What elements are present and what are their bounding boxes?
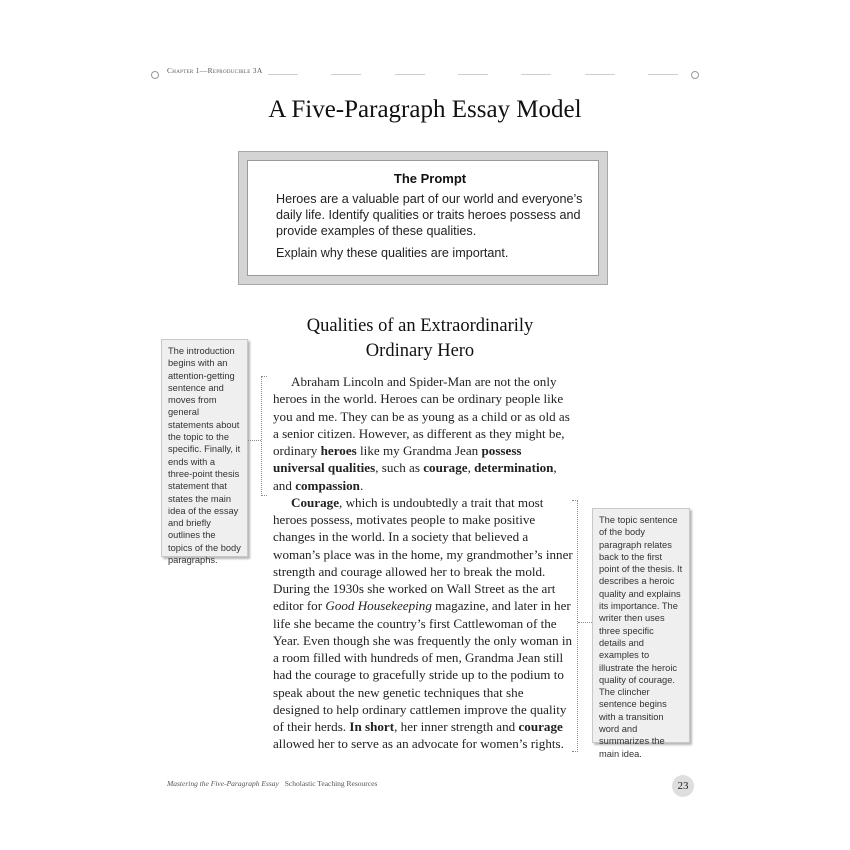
page-number: 23: [672, 775, 694, 797]
introduction-annotation: The introduction begins with an attention-getting sentence and moves from general statements about the topic to the specific. Finally, it ends with a three-point thesis statement that states the main idea of the essay and briefly outlines the topics of the body paragraphs.: [161, 339, 248, 557]
binder-hole-left: [151, 71, 159, 79]
prompt-instruction: Explain why these qualities are important.: [276, 246, 509, 260]
introduction-paragraph: Abraham Lincoln and Spider-Man are not the only heroes in the world. Heroes can be ordinary people like you and me. They can be as young as a child or as old as a senior citizen. However, as different as they might be, ordinary heroes like my Grandma Jean possess universal qualities, such as courage, determination, and compassion.: [273, 374, 570, 493]
page-title: A Five-Paragraph Essay Model: [268, 96, 582, 123]
prompt-box: [238, 151, 608, 285]
header-rule: [268, 74, 678, 75]
prompt-heading: The Prompt: [393, 171, 467, 186]
introduction-bracket: [261, 376, 267, 496]
body-paragraph: Courage, which is undoubtedly a trait that most heroes possess, motivates people to make positive changes in the world. In a society that believed a woman’s place was in the home, my grandmother’s inner strength and courage allowed her to break the mold. During the 1930s she worked on Wall Street as the art editor for Good Housekeeping magazine, and later in her life she became the country’s first Cattlewoman of the Year. Even though she was frequently the only woman in a room filled with hundreds of men, Grandma Jean still had the courage to gracefully stride up to the podium to speak about the new genetic techniques that she designed to help ordinary cattlemen improve the quality of their herds. In short, her inner strength and courage allowed her to serve as an advocate for women’s rights.: [273, 494, 573, 752]
footer-book-title: Mastering the Five-Paragraph Essay: [167, 779, 279, 788]
prompt-text: Heroes are a valuable part of our world and everyone’s daily life. Identify qualities or traits heroes possess and provide examples of these qualities.: [276, 192, 583, 238]
footer-publisher: Scholastic Teaching Resources: [284, 779, 378, 788]
essay-title: [265, 314, 575, 364]
introduction-connector: [248, 440, 261, 441]
essay-title-line-1: Qualities of an Extraordinarily: [306, 316, 534, 336]
footer: [167, 779, 377, 788]
chapter-header: Chapter 1—Reproducible 3A: [167, 66, 263, 75]
binder-hole-right: [691, 71, 699, 79]
essay-title-line-2: Ordinary Hero: [365, 341, 475, 361]
body-paragraph-annotation: The topic sentence of the body paragraph relates back to the first point of the thesis. It describes a heroic quality and explains its importance. The writer then uses three specific details and examples to illustrate the heroic quality of courage. The clincher sentence begins with a transition word and summarizes the main idea.: [592, 508, 690, 743]
body-bracket: [572, 500, 578, 752]
body-connector: [578, 622, 592, 623]
prompt-box-inner: [247, 160, 599, 276]
essay-body: [273, 373, 573, 753]
